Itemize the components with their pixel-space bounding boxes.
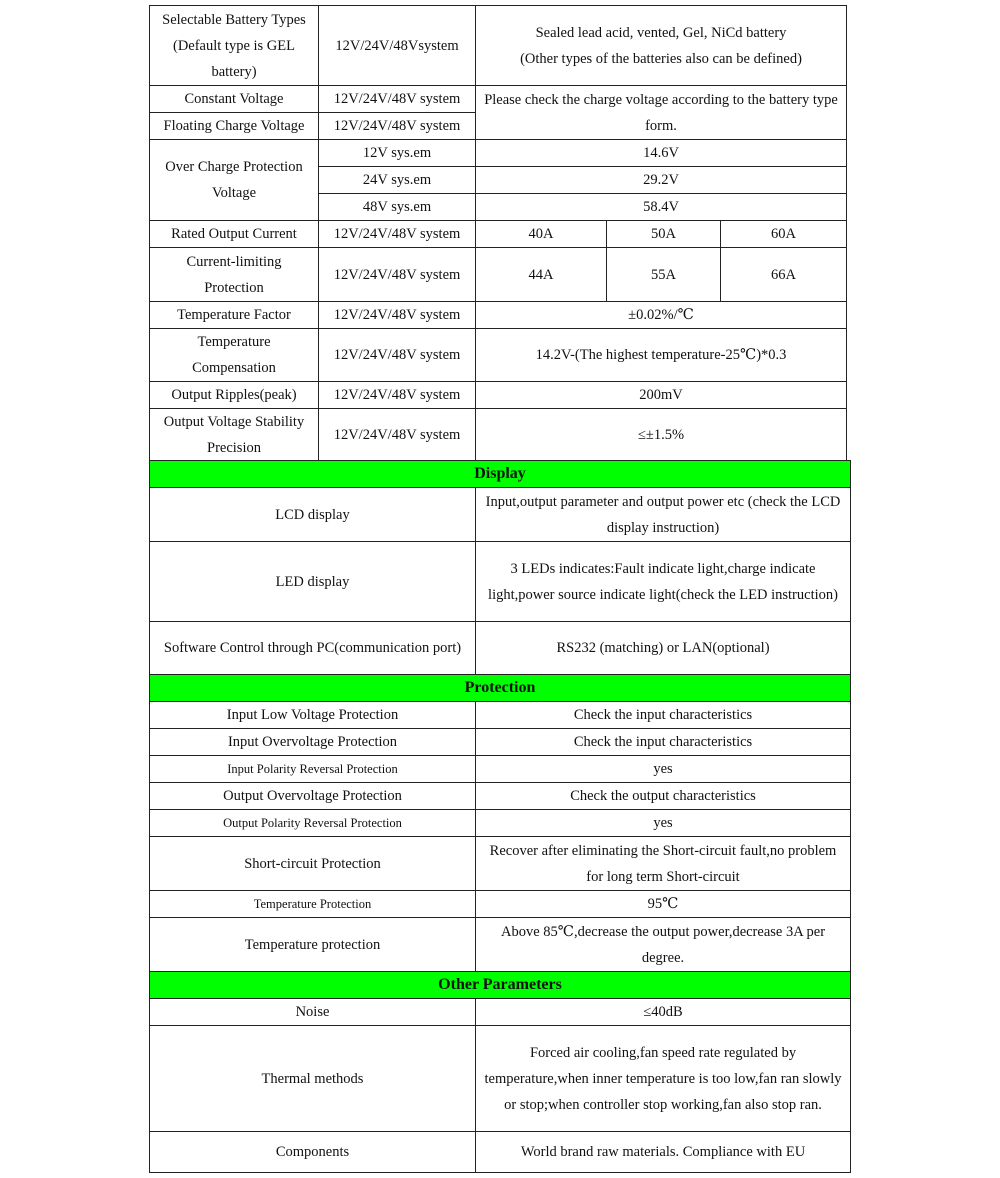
table-row — [150, 302, 847, 329]
table-row — [150, 1132, 851, 1173]
over-charge-value: 58.4V — [476, 194, 847, 221]
output-ripples-value: 200mV — [476, 382, 847, 409]
protection-value: 95℃ — [476, 891, 851, 918]
temp-factor-value: ±0.02%/℃ — [476, 302, 847, 329]
table-row — [150, 140, 847, 167]
protection-label: Input Low Voltage Protection — [150, 702, 476, 729]
temp-factor-system: 12V/24V/48V system — [319, 302, 476, 329]
other-label: Thermal methods — [150, 1026, 476, 1132]
battery-types-label: Selectable Battery Types (Default type is GEL battery) — [150, 6, 319, 86]
software-control-label: Software Control through PC(communication port) — [150, 622, 476, 675]
protection-label: Output Polarity Reversal Protection — [150, 810, 476, 837]
floating-voltage-system: 12V/24V/48V system — [319, 113, 476, 140]
battery-types-system: 12V/24V/48Vsystem — [319, 6, 476, 86]
table-row — [150, 891, 851, 918]
table-row — [150, 810, 851, 837]
protection-value: yes — [476, 810, 851, 837]
table-row — [150, 6, 847, 86]
specs-table — [149, 460, 851, 1173]
software-control-value: RS232 (matching) or LAN(optional) — [476, 622, 851, 675]
table-row — [150, 86, 847, 113]
table-row — [150, 622, 851, 675]
temp-factor-label: Temperature Factor — [150, 302, 319, 329]
battery-types-value-line1: Sealed lead acid, vented, Gel, NiCd battery — [535, 24, 787, 41]
output-ripples-system: 12V/24V/48V system — [319, 382, 476, 409]
other-label: Noise — [150, 999, 476, 1026]
section-header-row — [150, 461, 851, 488]
rated-current-value: 50A — [607, 221, 721, 248]
table-row — [150, 488, 851, 542]
led-display-value: 3 LEDs indicates:Fault indicate light,charge indicate light,power source indicate light(check the LED instruction) — [476, 542, 851, 622]
table-row — [150, 542, 851, 622]
over-charge-system: 12V sys.em — [319, 140, 476, 167]
protection-label: Temperature Protection — [150, 891, 476, 918]
protection-value: Recover after eliminating the Short-circuit fault,no problem for long term Short-circuit — [476, 837, 851, 891]
table-row — [150, 729, 851, 756]
constant-voltage-system: 12V/24V/48V system — [319, 86, 476, 113]
current-limiting-label: Current-limiting Protection — [150, 248, 319, 302]
output-stability-label: Output Voltage Stability Precision — [150, 409, 319, 462]
current-limiting-value: 66A — [721, 248, 847, 302]
other-label: Components — [150, 1132, 476, 1173]
charge-voltage-note: Please check the charge voltage according to the battery type form. — [476, 86, 847, 140]
other-value: World brand raw materials. Compliance with EU — [476, 1132, 851, 1173]
output-stability-system: 12V/24V/48V system — [319, 409, 476, 462]
over-charge-value: 29.2V — [476, 167, 847, 194]
protection-label: Input Polarity Reversal Protection — [150, 756, 476, 783]
charging-parameters-table — [149, 5, 847, 462]
table-row — [150, 409, 847, 462]
protection-value: Check the input characteristics — [476, 702, 851, 729]
protection-value: Check the input characteristics — [476, 729, 851, 756]
protection-label: Temperature protection — [150, 918, 476, 972]
other-value: ≤40dB — [476, 999, 851, 1026]
table-row — [150, 783, 851, 810]
battery-types-value-line2: (Other types of the batteries also can be defined) — [520, 50, 802, 67]
rated-current-value: 40A — [476, 221, 607, 248]
protection-section-header: Protection — [150, 675, 851, 702]
table-row — [150, 756, 851, 783]
current-limiting-value: 55A — [607, 248, 721, 302]
table-row — [150, 221, 847, 248]
protection-value: Above 85℃,decrease the output power,decrease 3A per degree. — [476, 918, 851, 972]
table-row — [150, 1026, 851, 1132]
section-header-row — [150, 675, 851, 702]
temp-compensation-label: Temperature Compensation — [150, 329, 319, 382]
table-row — [150, 329, 847, 382]
floating-voltage-label: Floating Charge Voltage — [150, 113, 319, 140]
led-display-label: LED display — [150, 542, 476, 622]
over-charge-system: 24V sys.em — [319, 167, 476, 194]
section-header-row — [150, 972, 851, 999]
lcd-display-value: Input,output parameter and output power etc (check the LCD display instruction) — [476, 488, 851, 542]
rated-current-system: 12V/24V/48V system — [319, 221, 476, 248]
over-charge-system: 48V sys.em — [319, 194, 476, 221]
over-charge-value: 14.6V — [476, 140, 847, 167]
other-parameters-section-header: Other Parameters — [150, 972, 851, 999]
other-value: Forced air cooling,fan speed rate regulated by temperature,when inner temperature is too low,fan ran slowly or stop;when controller stop working,fan also stop ran. — [476, 1026, 851, 1132]
output-stability-value: ≤±1.5% — [476, 409, 847, 462]
rated-current-value: 60A — [721, 221, 847, 248]
table-row — [150, 999, 851, 1026]
temp-compensation-value: 14.2V-(The highest temperature-25℃)*0.3 — [476, 329, 847, 382]
table-row — [150, 918, 851, 972]
table-row — [150, 382, 847, 409]
protection-value: yes — [476, 756, 851, 783]
temp-compensation-system: 12V/24V/48V system — [319, 329, 476, 382]
constant-voltage-label: Constant Voltage — [150, 86, 319, 113]
protection-value: Check the output characteristics — [476, 783, 851, 810]
over-charge-label: Over Charge Protection Voltage — [150, 140, 319, 221]
battery-types-value — [476, 6, 847, 86]
table-row — [150, 248, 847, 302]
display-section-header: Display — [150, 461, 851, 488]
table-row — [150, 837, 851, 891]
current-limiting-system: 12V/24V/48V system — [319, 248, 476, 302]
protection-label: Input Overvoltage Protection — [150, 729, 476, 756]
output-ripples-label: Output Ripples(peak) — [150, 382, 319, 409]
table-row — [150, 702, 851, 729]
protection-label: Output Overvoltage Protection — [150, 783, 476, 810]
rated-current-label: Rated Output Current — [150, 221, 319, 248]
protection-label: Short-circuit Protection — [150, 837, 476, 891]
current-limiting-value: 44A — [476, 248, 607, 302]
lcd-display-label: LCD display — [150, 488, 476, 542]
